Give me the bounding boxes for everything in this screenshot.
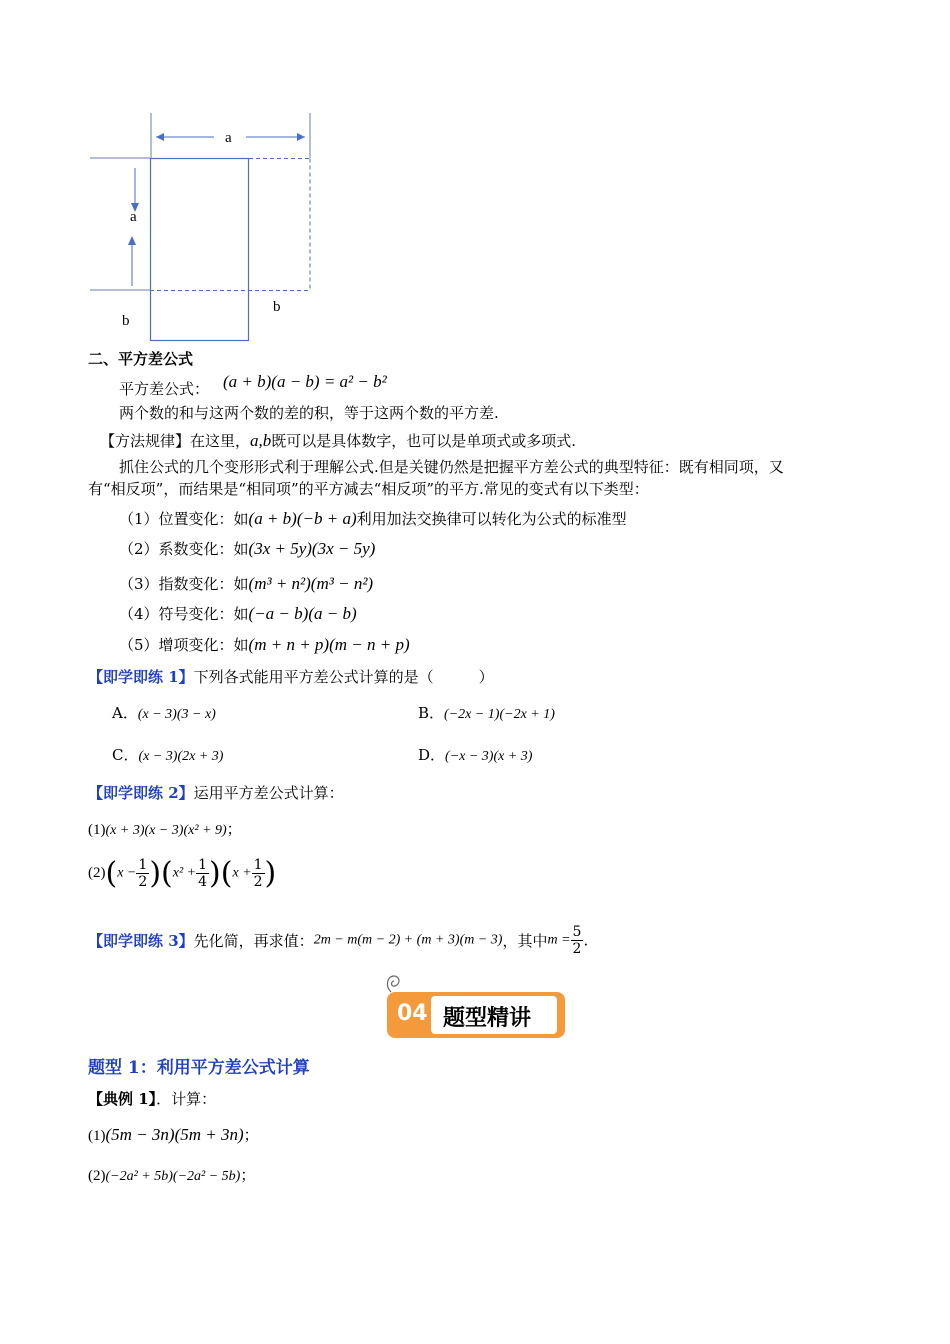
practice-2-tag: 【即学即练 2】	[88, 784, 194, 802]
item-term: x −	[117, 865, 137, 881]
variant-item	[119, 634, 410, 655]
item-label: (1)	[88, 822, 106, 838]
method-text-1: 在这里，	[190, 432, 251, 450]
example-1-item-1	[88, 1124, 259, 1145]
frac-den: 2	[572, 941, 582, 957]
option-d[interactable]	[418, 744, 532, 765]
frac-den: 2	[253, 874, 263, 890]
variant-item	[119, 603, 357, 624]
item-label: (2)	[88, 865, 106, 881]
frac-den: 4	[198, 874, 208, 890]
variant-label: （3）指数变化：如	[119, 575, 249, 593]
frac-num: 5	[572, 924, 582, 940]
frac-num: 1	[138, 857, 148, 873]
fraction-quarter	[196, 857, 209, 890]
difference-of-squares-formula: (a + b)(a − b) = a² − b²	[223, 372, 387, 391]
paragraph-line-2: 有“相反项”，而结果是“相同项”的平方减去“相反项”的平方.常见的变式有以下类型：	[88, 480, 649, 498]
variant-item	[119, 573, 373, 594]
option-letter: B．	[418, 704, 445, 722]
frac-num: 1	[253, 857, 263, 873]
method-rule	[100, 430, 576, 451]
item-expr: (x + 3)(x − 3)(x² + 9)	[105, 823, 227, 838]
square-difference-diagram	[0, 0, 950, 345]
formula-label: 平方差公式：	[119, 380, 210, 398]
variant-expr: (m + n + p)(m − n + p)	[248, 635, 410, 654]
option-c[interactable]	[112, 744, 223, 765]
item-end: ；	[240, 1166, 256, 1184]
variant-label: （4）符号变化：如	[119, 605, 249, 623]
variant-label: （1）位置变化：如	[119, 510, 249, 528]
item-term: x +	[232, 865, 252, 881]
practice-3-tag: 【即学即练 3】	[88, 932, 194, 950]
practice-3-where: ，其中	[502, 932, 548, 950]
variant-label: （5）增项变化：如	[119, 636, 249, 654]
practice-3-question: 先化简，再求值：	[193, 932, 314, 950]
practice-2-item-1	[88, 818, 242, 839]
fraction-half	[136, 857, 149, 890]
variant-expr: (m³ + n²)(m³ − n²)	[248, 574, 374, 593]
variant-item	[119, 538, 375, 559]
item-term: x² +	[172, 865, 197, 881]
item-expr: (5m − 3n)(5m + 3n)	[105, 1125, 244, 1144]
fraction-half	[252, 857, 265, 890]
badge-label-box	[431, 996, 557, 1034]
paren: )(	[149, 856, 173, 891]
fraction-five-halves	[571, 924, 584, 957]
practice-3	[88, 924, 588, 957]
variant-expr: (−a − b)(a − b)	[248, 604, 357, 623]
item-label: (1)	[88, 1128, 106, 1144]
item-end: ；	[226, 820, 242, 838]
paragraph-line-1: 抓住公式的几个变形形式利于理解公式.但是关键仍然是把握平方差公式的典型特征：既有相同项，又	[119, 458, 784, 476]
frac-num: 1	[198, 857, 208, 873]
type-1-title: 题型 1：利用平方差公式计算	[88, 1058, 310, 1078]
option-expr: (−x − 3)(x + 3)	[445, 749, 533, 764]
practice-1-tag: 【即学即练 1】	[88, 668, 194, 686]
option-b[interactable]	[418, 702, 555, 723]
variant-expr: (a + b)(−b + a)	[248, 509, 357, 528]
option-letter: C．	[112, 746, 139, 764]
method-text-2: 既可以是具体数字，也可以是单项式或多项式.	[271, 432, 577, 450]
paren: )(	[209, 856, 233, 891]
practice-2-item-2	[88, 856, 276, 891]
option-expr: (x − 3)(2x + 3)	[138, 749, 224, 764]
variant-expr: (3x + 5y)(3x − 5y)	[248, 539, 376, 558]
practice-3-var: m =	[547, 932, 571, 948]
option-expr: (x − 3)(3 − x)	[137, 707, 216, 722]
paren: (	[105, 856, 118, 891]
practice-1	[88, 666, 494, 687]
method-tag: 【方法规律】	[100, 432, 191, 450]
option-letter: A．	[112, 704, 138, 722]
method-vars: a,b	[250, 431, 272, 450]
example-1-item-2	[88, 1164, 255, 1185]
practice-2-question: 运用平方差公式计算：	[193, 784, 344, 802]
variant-item	[119, 508, 627, 529]
formula-statement: 两个数的和与这两个数的差的积，等于这两个数的平方差.	[119, 404, 499, 422]
example-1	[88, 1088, 216, 1109]
diagram-label-top-a: a	[225, 130, 232, 146]
frac-den: 2	[138, 874, 148, 890]
variant-note: 利用加法交换律可以转化为公式的标准型	[356, 510, 627, 528]
diagram-label-left-b: b	[122, 313, 130, 329]
practice-3-end: .	[583, 931, 589, 950]
item-end: ；	[243, 1126, 259, 1144]
diagram-label-right-b: b	[273, 299, 281, 315]
practice-2	[88, 782, 344, 803]
option-a[interactable]	[112, 702, 216, 723]
option-letter: D．	[418, 746, 446, 764]
example-tag: 【典例 1】	[88, 1090, 157, 1108]
paren: )	[264, 856, 277, 891]
practice-3-expr: 2m − m(m − 2) + (m + 3)(m − 3)	[313, 932, 503, 948]
section-title: 二、平方差公式	[88, 350, 194, 368]
item-label: (2)	[88, 1168, 106, 1184]
variant-label: （2）系数变化：如	[119, 540, 249, 558]
option-expr: (−2x − 1)(−2x + 1)	[444, 707, 555, 722]
badge-label: 题型精讲	[443, 1006, 532, 1031]
practice-1-question: 下列各式能用平方差公式计算的是（ ）	[193, 668, 494, 686]
badge-number: 04	[397, 1001, 428, 1026]
example-text: ．计算：	[156, 1090, 217, 1108]
diagram-label-left-a: a	[130, 209, 137, 225]
item-expr: (−2a² + 5b)(−2a² − 5b)	[105, 1169, 241, 1184]
section-badge	[387, 992, 565, 1038]
